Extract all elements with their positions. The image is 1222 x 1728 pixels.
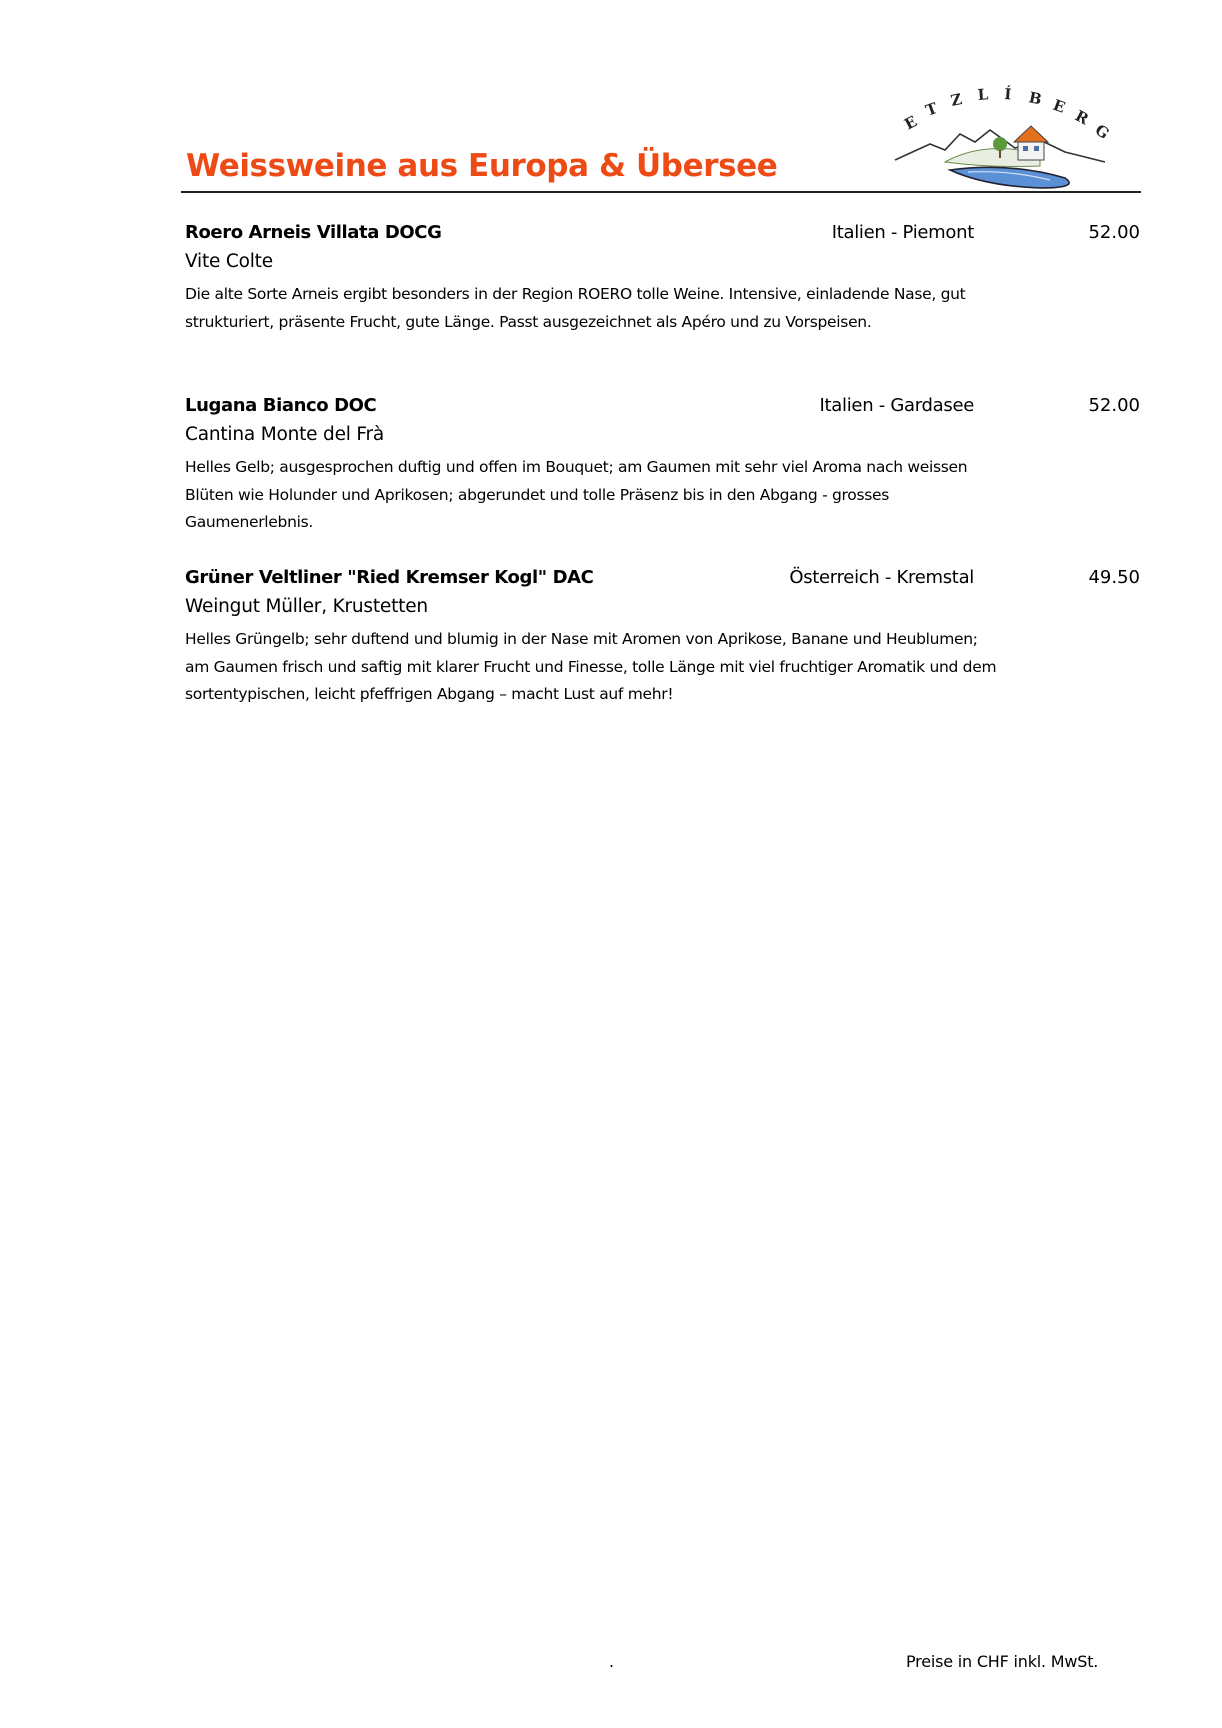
wine-producer: Cantina Monte del Frà bbox=[185, 424, 385, 445]
svg-text:E: E bbox=[1050, 95, 1068, 117]
wine-description: Helles Gelb; ausgesprochen duftig und offen im Bouquet; am Gaumen mit sehr viel Aroma nach weissen Blüten wie Holunder und Aprikosen; abgerundet und tolle Präsenz bis in den Abgang - grosses Gaumenerlebnis. bbox=[185, 458, 968, 531]
wine-origin: Italien - Gardasee bbox=[819, 395, 974, 416]
svg-text:Í: Í bbox=[1003, 85, 1012, 104]
wine-price: 49.50 bbox=[1088, 567, 1140, 588]
svg-text:Z: Z bbox=[949, 90, 964, 110]
wine-producer: Weingut Müller, Krustetten bbox=[185, 596, 428, 617]
wine-name: Grüner Veltliner "Ried Kremser Kogl" DAC bbox=[185, 567, 594, 588]
footer-dot: . bbox=[609, 1652, 615, 1671]
wine-price: 52.00 bbox=[1088, 395, 1140, 416]
wine-price: 52.00 bbox=[1088, 222, 1140, 243]
svg-text:G: G bbox=[1091, 120, 1113, 143]
page-title: Weissweine aus Europa & Übersee bbox=[186, 148, 778, 184]
wine-description: Helles Grüngelb; sehr duftend und blumig in der Nase mit Aromen von Aprikose, Banane und Heublumen; am Gaumen frisch und saftig mit klarer Frucht und Finesse, tolle Länge mit viel fruchtiger Aromatik und dem sortentypischen, leicht pfeffrigen Abgang – macht Lust auf mehr! bbox=[185, 630, 997, 703]
wine-entry bbox=[185, 567, 1140, 709]
title-divider bbox=[181, 191, 1141, 193]
svg-text:E: E bbox=[901, 112, 920, 134]
wine-name: Lugana Bianco DOC bbox=[185, 395, 377, 416]
wine-name: Roero Arneis Villata DOCG bbox=[185, 222, 442, 243]
wine-entry bbox=[185, 222, 1140, 336]
wine-description: Die alte Sorte Arneis ergibt besonders in der Region ROERO tolle Weine. Intensive, einladende Nase, gut strukturiert, präsente Frucht, gute Länge. Passt ausgezeichnet als Apéro und zu Vorspeisen. bbox=[185, 285, 966, 331]
wine-entry bbox=[185, 395, 1140, 537]
svg-text:L: L bbox=[977, 85, 989, 104]
svg-text:R: R bbox=[1072, 106, 1092, 129]
wine-origin: Österreich - Kremstal bbox=[789, 567, 974, 588]
etzliberg-logo bbox=[890, 82, 1130, 192]
wine-producer: Vite Colte bbox=[185, 251, 273, 272]
price-note: Preise in CHF inkl. MwSt. bbox=[906, 1652, 1099, 1671]
svg-text:B: B bbox=[1027, 88, 1044, 109]
wine-origin: Italien - Piemont bbox=[831, 222, 974, 243]
svg-text:T: T bbox=[923, 99, 940, 120]
